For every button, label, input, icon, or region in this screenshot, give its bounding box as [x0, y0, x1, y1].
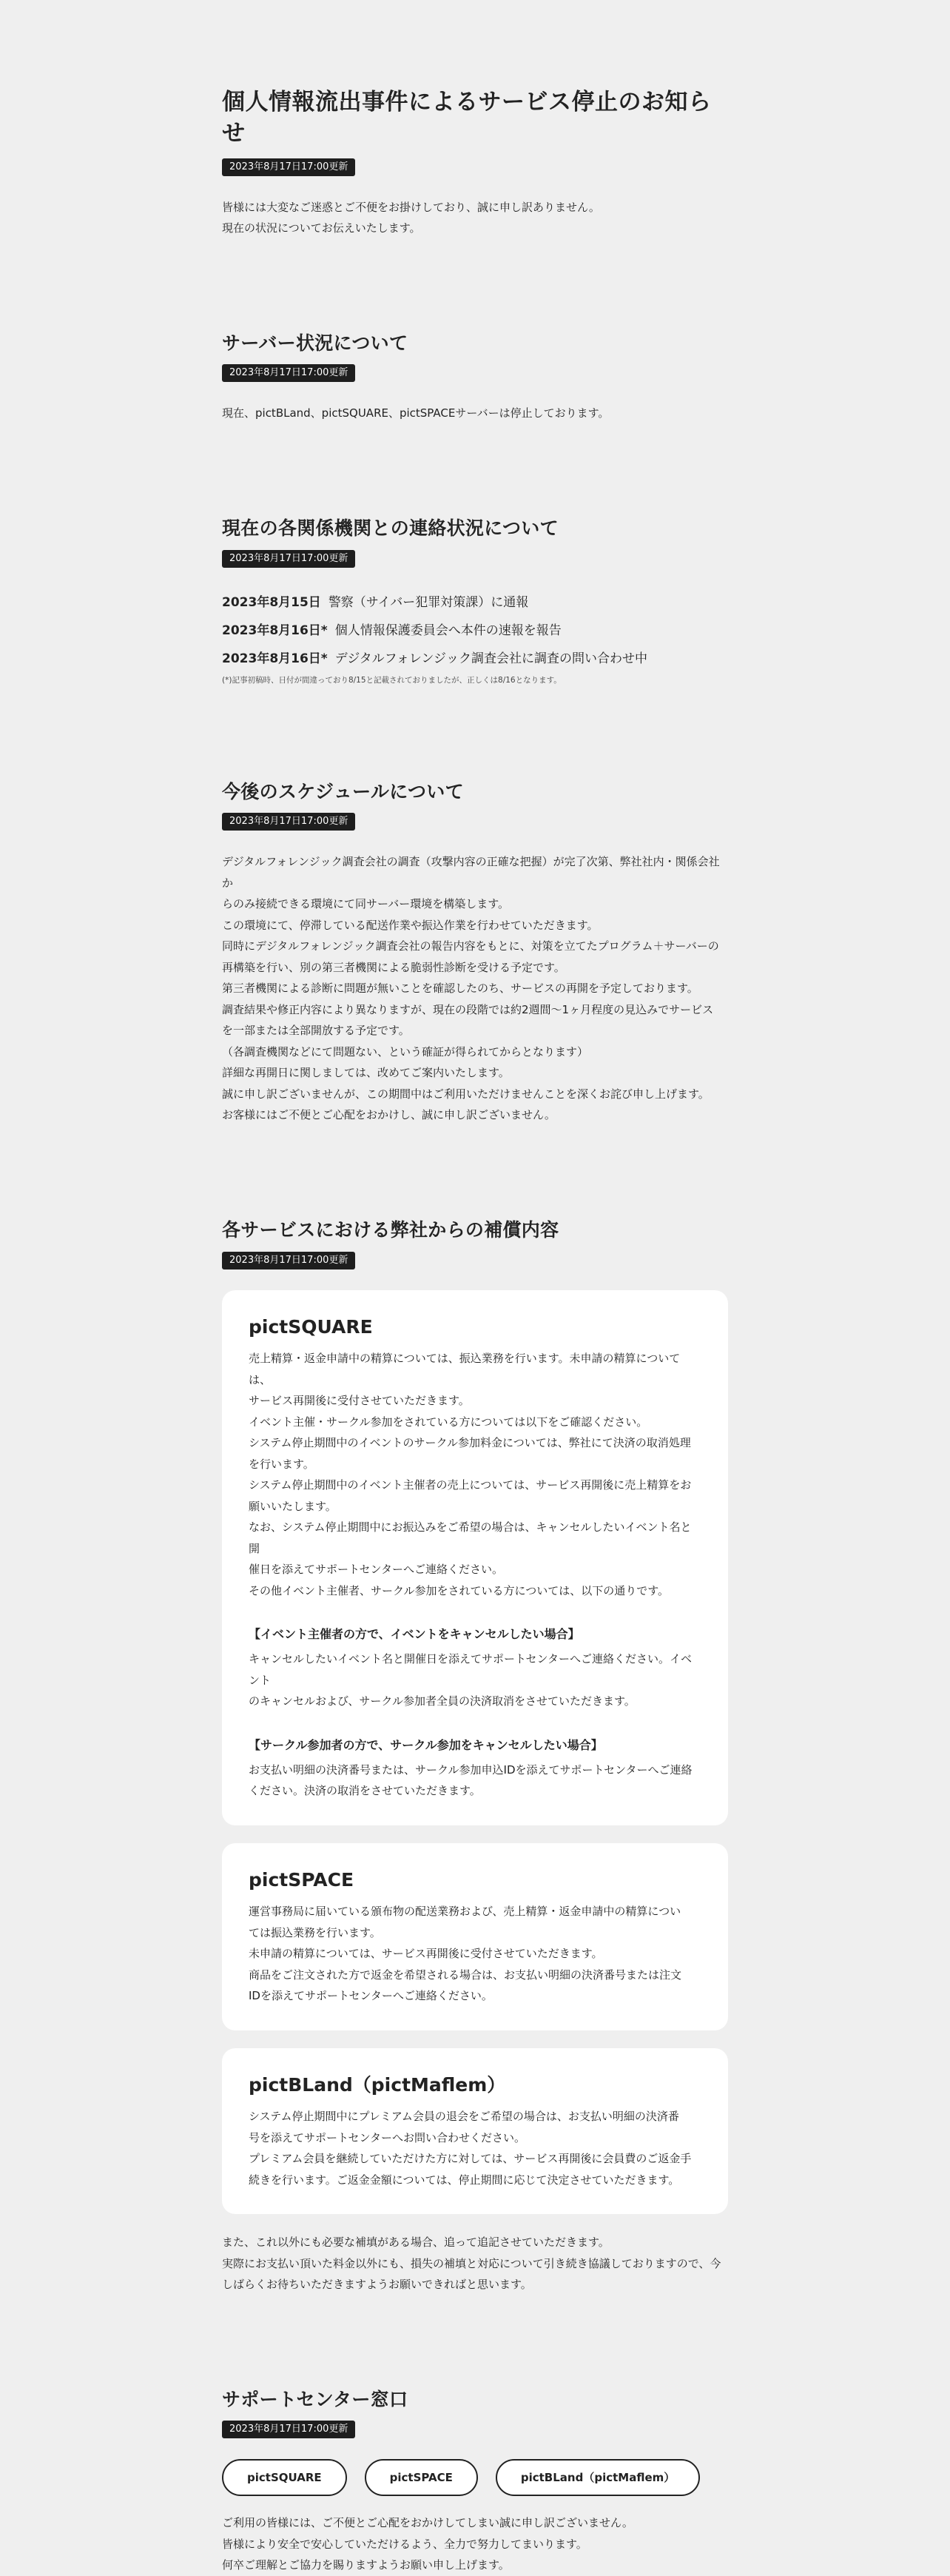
schedule-line: 同時にデジタルフォレンジック調査会社の報告内容をもとに、対策を立てたプログラム＋サーバーの: [222, 939, 719, 953]
contact-item: [222, 645, 728, 673]
card-line: ください。決済の取消をさせていただきます。: [249, 1784, 481, 1798]
contact-heading: 現在の各関係機関との連絡状況について: [222, 517, 559, 539]
card-pictsquare: [222, 1290, 728, 1825]
card-line: のキャンセルおよび、サークル参加者全員の決済取消をさせていただきます。: [249, 1694, 636, 1708]
card-subheading: 【サークル参加者の方で、サークル参加をキャンセルしたい場合】: [249, 1737, 603, 1752]
card-title: pictBLand（pictMaflem）: [249, 2073, 506, 2096]
card-line: システム停止期間中のイベント主催者の売上については、サービス再開後に売上精算をお: [249, 1478, 692, 1492]
contact-date: 2023年8月16日*: [222, 623, 328, 638]
card-text: [249, 1901, 701, 2007]
schedule-line: 第三者機関による診断に問題が無いことを確認したのち、サービスの再開を予定しております。: [222, 982, 698, 996]
card-line: サービス再開後に受付させていただきます。: [249, 1394, 470, 1408]
server-status-text: 現在、pictBLand、pictSQUARE、pictSPACEサーバーは停止しております。: [222, 406, 610, 420]
support-pictsquare-button[interactable]: pictSQUARE: [222, 2459, 347, 2496]
card-line: プレミアム会員を継続していただけた方に対しては、サービス再開後に会員費のご返金手: [249, 2152, 692, 2166]
card-line: 商品をご注文された方で返金を希望される場合は、お支払い明細の決済番号または注文: [249, 1968, 682, 1982]
intro-line: 現在の状況についてお伝えいたします。: [222, 221, 421, 235]
schedule-line: デジタルフォレンジック調査会社の調査（攻撃内容の正確な把握）が完了次第、弊社社内・関係会社か: [222, 855, 720, 890]
schedule-line: この環境にて、停滞している配送作業や振込作業を行わせていただきます。: [222, 918, 599, 932]
card-line: 売上精算・返金申請中の精算については、振込業務を行います。未申請の精算については、: [249, 1352, 681, 1386]
support-pictspace-button[interactable]: pictSPACE: [365, 2459, 478, 2496]
card-subtext: [249, 1648, 701, 1712]
schedule-text: [222, 851, 728, 1126]
card-pictbland: [222, 2048, 728, 2215]
contact-text: 個人情報保護委員会へ本件の速報を報告: [334, 623, 562, 638]
contact-item: [222, 617, 728, 645]
card-line: なお、システム停止期間中にお振込みをご希望の場合は、キャンセルしたいイベント名と開: [249, 1520, 692, 1555]
support-heading: サポートセンター窓口: [222, 2388, 408, 2410]
closing-line: 何卒ご理解とご協力を賜りますようお願い申し上げます。: [222, 2558, 510, 2572]
schedule-line: らのみ接続できる環境にて同サーバー環境を構築します。: [222, 897, 510, 911]
schedule-line: （各調査機関などにて問題ない、という確証が得られてからとなります）: [222, 1044, 589, 1059]
card-line: 未申請の精算については、サービス再開後に受付させていただきます。: [249, 1947, 603, 1961]
support-buttons: [222, 2459, 728, 2496]
updated-badge: 2023年8月17日17:00更新: [222, 813, 355, 831]
support-section: [222, 2387, 728, 2576]
compensation-section: [222, 1218, 728, 2295]
contact-text: 警察（サイバー犯罪対策課）に通報: [328, 594, 529, 610]
card-line: 運営事務局に届いている頒布物の配送業務および、売上精算・返金申請中の精算につい: [249, 1905, 681, 1919]
card-line: 催日を添えてサポートセンターへご連絡ください。: [249, 1563, 503, 1577]
card-title: pictSQUARE: [249, 1315, 373, 1338]
schedule-line: 再構築を行い、別の第三者機関による脆弱性診断を受ける予定です。: [222, 960, 565, 974]
compensation-footer-text: [222, 2232, 728, 2295]
contact-list: [222, 588, 728, 673]
card-line: 号を添えてサポートセンターへお問い合わせください。: [249, 2130, 525, 2144]
card-line: キャンセルしたいイベント名と開催日を添えてサポートセンターへご連絡ください。イベント: [249, 1652, 692, 1687]
footer-line: また、これ以外にも必要な補填がある場合、追って追記させていただきます。: [222, 2235, 610, 2250]
card-text: [249, 2106, 701, 2190]
correction-note: (*)記事初稿時、日付が間違っており8/15と記載されておりましたが、正しくは8/16となります。: [222, 675, 562, 685]
card-line: その他イベント主催者、サークル参加をされている方については、以下の通りです。: [249, 1583, 670, 1597]
server-section: [222, 331, 728, 424]
schedule-line: 誠に申し訳ございませんが、この期間中はご利用いただけませんことを深くお詫び申し上げます。: [222, 1087, 710, 1101]
footer-line: 実際にお支払い頂いた料金以外にも、損失の補填と対応について引き続き協議しておりますので、今: [222, 2256, 721, 2270]
schedule-line: お客様にはご不便とご心配をおかけし、誠に申し訳ございません。: [222, 1108, 556, 1122]
intro-text: [222, 197, 728, 239]
main-content: [222, 0, 728, 2576]
closing-line: 皆様により安全で安心していただけるよう、全力で努力してまいります。: [222, 2537, 587, 2551]
schedule-section: [222, 779, 728, 1126]
support-pictbland-button[interactable]: pictBLand（pictMaflem）: [496, 2459, 700, 2496]
card-line: IDを添えてサポートセンターへご連絡ください。: [249, 1989, 493, 2003]
card-text: [249, 1348, 701, 1601]
schedule-line: 詳細な再開日に関しましては、改めてご案内いたします。: [222, 1066, 510, 1080]
schedule-line: を一部または全部開放する予定です。: [222, 1024, 410, 1038]
footer-line: しばらくお待ちいただきますようお願いできればと思います。: [222, 2278, 532, 2292]
intro-line: 皆様には大変なご迷惑とご不便をお掛けしており、誠に申し訳ありません。: [222, 200, 600, 214]
card-line: 願いいたします。: [249, 1499, 337, 1513]
contact-date: 2023年8月15日: [222, 594, 321, 610]
server-heading: サーバー状況について: [222, 332, 408, 354]
card-line: を行います。: [249, 1457, 314, 1471]
contact-text: デジタルフォレンジック調査会社に調査の問い合わせ中: [334, 651, 647, 666]
closing-text: [222, 2512, 728, 2576]
card-line: システム停止期間中のイベントのサークル参加料金については、弊社にて決済の取消処理: [249, 1436, 691, 1450]
updated-badge: 2023年8月17日17:00更新: [222, 550, 355, 568]
compensation-heading: 各サービスにおける弊社からの補償内容: [222, 1218, 559, 1241]
card-subtext: [249, 1760, 701, 1802]
closing-line: ご利用の皆様には、ご不便とご心配をおかけしてしまい誠に申し訳ございません。: [222, 2516, 633, 2530]
updated-badge: 2023年8月17日17:00更新: [222, 364, 355, 382]
compensation-cards: [222, 1290, 728, 2215]
notice-section: [222, 87, 728, 239]
card-line: イベント主催・サークル参加をされている方については以下をご確認ください。: [249, 1415, 648, 1429]
card-title: pictSPACE: [249, 1868, 354, 1891]
contact-status-section: [222, 516, 728, 688]
schedule-heading: 今後のスケジュールについて: [222, 780, 464, 802]
card-subheading: 【イベント主催者の方で、イベントをキャンセルしたい場合】: [249, 1627, 580, 1642]
updated-badge: 2023年8月17日17:00更新: [222, 1252, 355, 1269]
contact-item: [222, 588, 728, 617]
updated-badge: 2023年8月17日17:00更新: [222, 2421, 355, 2438]
card-line: システム停止期間中にプレミアム会員の退会をご希望の場合は、お支払い明細の決済番: [249, 2110, 679, 2124]
updated-badge: 2023年8月17日17:00更新: [222, 158, 355, 176]
card-line: 続きを行います。ご返金金額については、停止期間に応じて決定させていただきます。: [249, 2173, 680, 2187]
card-pictspace: [222, 1843, 728, 2030]
card-line: お支払い明細の決済番号または、サークル参加申込IDを添えてサポートセンターへご連絡: [249, 1762, 693, 1777]
contact-date: 2023年8月16日*: [222, 651, 328, 666]
page-title: 個人情報流出事件によるサービス停止のお知らせ: [222, 89, 712, 147]
schedule-line: 調査結果や修正内容により異なりますが、現在の段階では約2週間〜1ヶ月程度の見込みでサービス: [222, 1002, 714, 1016]
card-line: ては振込業務を行います。: [249, 1925, 381, 1939]
